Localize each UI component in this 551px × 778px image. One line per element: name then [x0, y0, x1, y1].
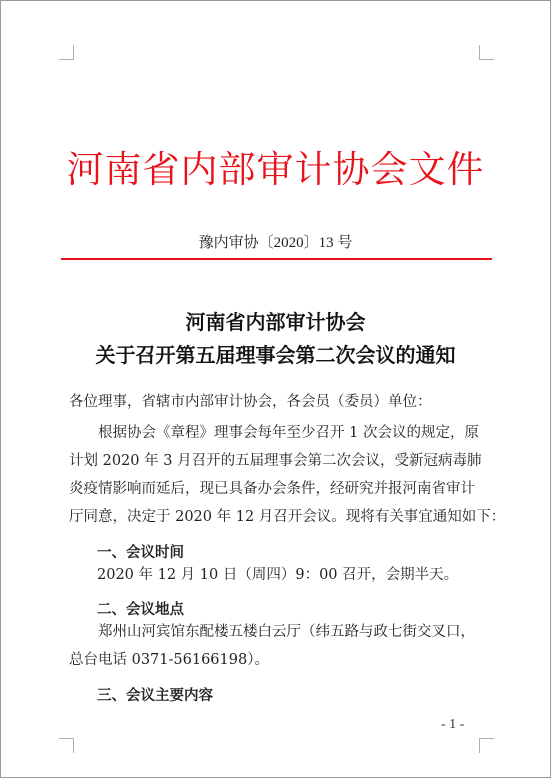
section-heading-time: 一、会议时间 [97, 545, 184, 561]
crop-mark-top-left [59, 45, 74, 60]
intro-line: 炎疫情影响而延后，现已具备办会条件，经研究并报河南省审计 [69, 481, 475, 497]
section-heading-content: 三、会议主要内容 [97, 688, 213, 704]
crop-mark-top-right [479, 45, 494, 60]
intro-line: 根据协会《章程》理事会每年至少召开 1 次会议的规定，原 [69, 425, 479, 441]
page-number: - 1 - [441, 717, 465, 732]
location-line: 郑州山河宾馆东配楼五楼白云厅（纬五路与政七街交叉口， [69, 624, 475, 640]
organization-title: 河南省内部审计协会文件 [66, 148, 485, 191]
location-line: 总台电话 0371-56166198）。 [69, 652, 269, 668]
notice-title-line-2: 关于召开第五届理事会第二次会议的通知 [95, 343, 456, 367]
intro-line: 厅同意，决定于 2020 年 12 月召开会议。现将有关事宜通知如下： [69, 509, 506, 525]
section-heading-location: 二、会议地点 [97, 602, 184, 618]
red-divider [61, 258, 492, 260]
crop-mark-bottom-left [59, 738, 74, 753]
meeting-time-text: 2020 年 12 月 10 日（周四）9：00 召开，会期半天。 [97, 567, 459, 583]
crop-mark-bottom-right [479, 738, 494, 753]
notice-title-line-1: 河南省内部审计协会 [185, 310, 366, 334]
intro-line: 计划 2020 年 3 月召开的五届理事会第二次会议，受新冠病毒肺 [69, 453, 482, 469]
document-number: 豫内审协〔2020〕13 号 [198, 235, 353, 251]
salutation: 各位理事，省辖市内部审计协会，各会员（委员）单位： [69, 394, 432, 410]
